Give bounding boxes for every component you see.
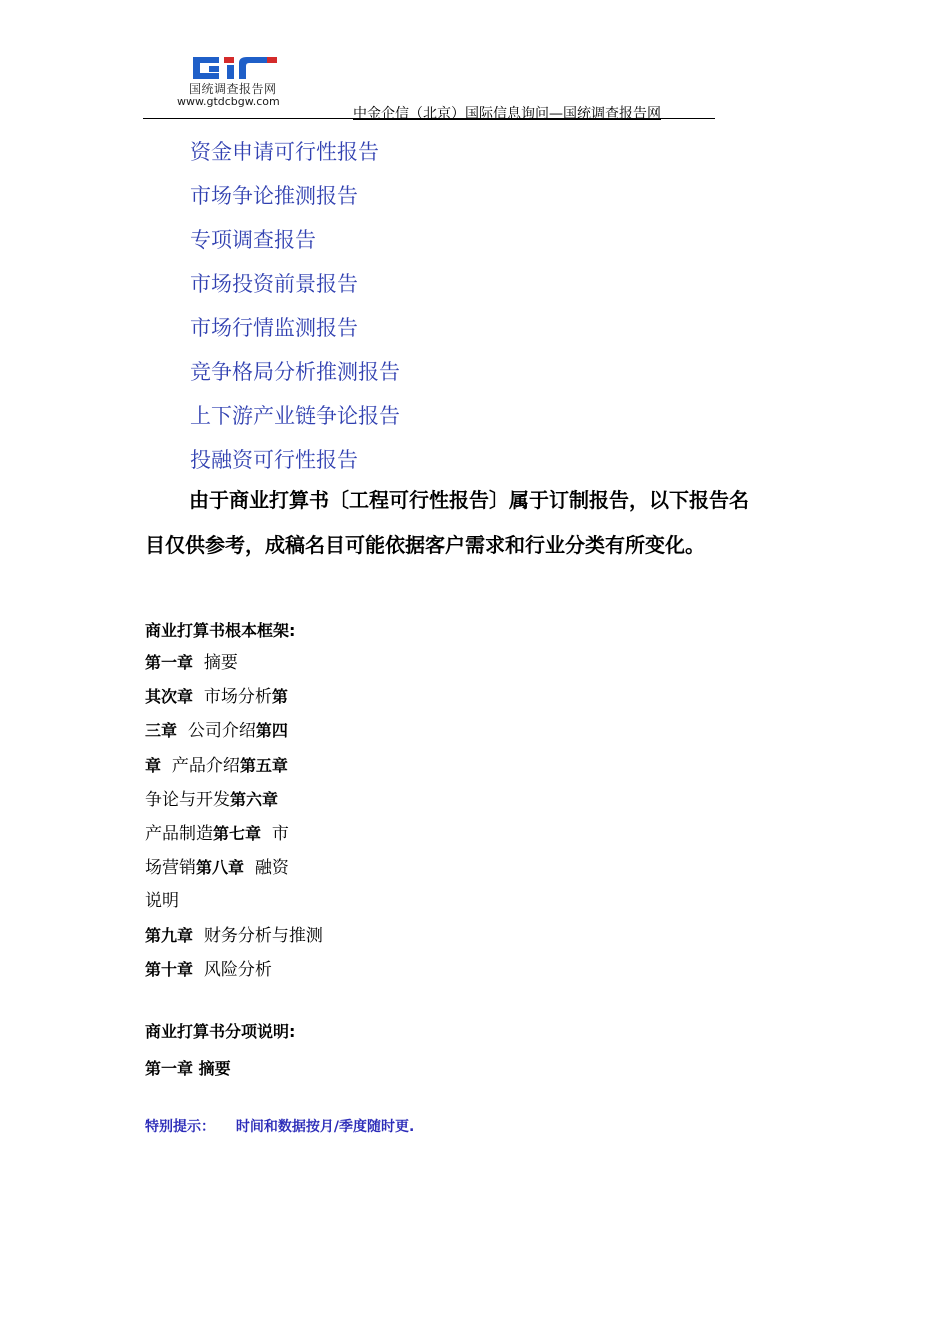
chapter-number: 三章	[145, 721, 178, 741]
chapter-title: 公司介绍	[177, 721, 256, 742]
logo-url[interactable]: www.gtdcbgw.com	[177, 95, 280, 108]
framework-chapter-list	[145, 646, 323, 987]
chapter-number: 第八章	[196, 858, 245, 878]
chapter-title: 财务分析与推测	[193, 925, 323, 946]
framework-line	[145, 680, 323, 714]
framework-line	[145, 919, 323, 953]
framework-line	[145, 646, 323, 680]
report-links-list	[190, 130, 400, 482]
chapter-number: 第	[271, 687, 288, 707]
details-heading: 商业打算书分项说明:	[145, 1022, 296, 1041]
framework-line	[145, 851, 323, 885]
special-tip	[145, 1116, 414, 1136]
chapter-number: 第九章	[145, 925, 194, 945]
framework-line	[145, 885, 323, 918]
tip-text: 时间和数据按月/季度随时更.	[235, 1119, 415, 1135]
details-chapter-one: 第一章 摘要	[145, 1059, 231, 1078]
chapter-number: 第十章	[145, 959, 194, 979]
framework-line	[145, 714, 323, 748]
report-link[interactable]: 市场行情监测报告	[190, 316, 358, 340]
framework-line	[145, 953, 323, 987]
chapter-number: 第一章	[145, 653, 194, 672]
chapter-number: 第五章	[239, 755, 288, 775]
report-link[interactable]: 上下游产业链争论报告	[190, 404, 400, 428]
report-link[interactable]: 专项调查报告	[190, 228, 316, 252]
framework-heading: 商业打算书根本框架:	[145, 621, 296, 640]
chapter-title: 摘要	[193, 653, 238, 673]
custom-report-notice	[145, 478, 810, 568]
chapter-number: 第六章	[230, 789, 279, 809]
header-divider	[143, 118, 715, 119]
report-link[interactable]: 市场投资前景报告	[190, 272, 358, 296]
report-link[interactable]: 市场争论推测报告	[190, 184, 358, 208]
chapter-number: 章	[145, 755, 162, 775]
chapter-title: 产品介绍	[161, 755, 240, 776]
notice-line-2: 目仅供参考，成稿名目可能依据客户需求和行业分类有所变化。	[145, 533, 705, 557]
site-logo[interactable]	[177, 50, 305, 110]
framework-line	[145, 817, 323, 851]
chapter-number: 第七章	[213, 824, 262, 844]
chapter-title: 融资	[244, 858, 289, 879]
chapter-number: 其次章	[145, 687, 194, 707]
report-link[interactable]: 竞争格局分析推测报告	[190, 360, 400, 384]
report-link[interactable]: 投融资可行性报告	[190, 448, 358, 472]
framework-line	[145, 749, 323, 783]
header-title: 中金企信（北京）国际信息询问—国统调查报告网	[353, 106, 661, 122]
report-link[interactable]: 资金申请可行性报告	[190, 140, 379, 164]
framework-line	[145, 783, 323, 817]
chapter-title: 市场分析	[193, 687, 272, 708]
gir-logo-mark	[193, 54, 281, 82]
chapter-title: 场营销	[145, 858, 196, 879]
chapter-title: 争论与开发	[145, 789, 230, 810]
chapter-title: 说明	[145, 891, 179, 912]
chapter-title: 风险分析	[193, 959, 272, 980]
notice-line-1: 由于商业打算书〔工程可行性报告〕属于订制报告，以下报告名	[189, 488, 749, 512]
tip-label: 特别提示：	[145, 1119, 215, 1135]
chapter-title: 产品制造	[145, 824, 213, 845]
chapter-number: 第四	[255, 721, 288, 741]
logo-text: 国统调查报告网	[189, 82, 277, 96]
chapter-title: 市	[261, 824, 289, 845]
